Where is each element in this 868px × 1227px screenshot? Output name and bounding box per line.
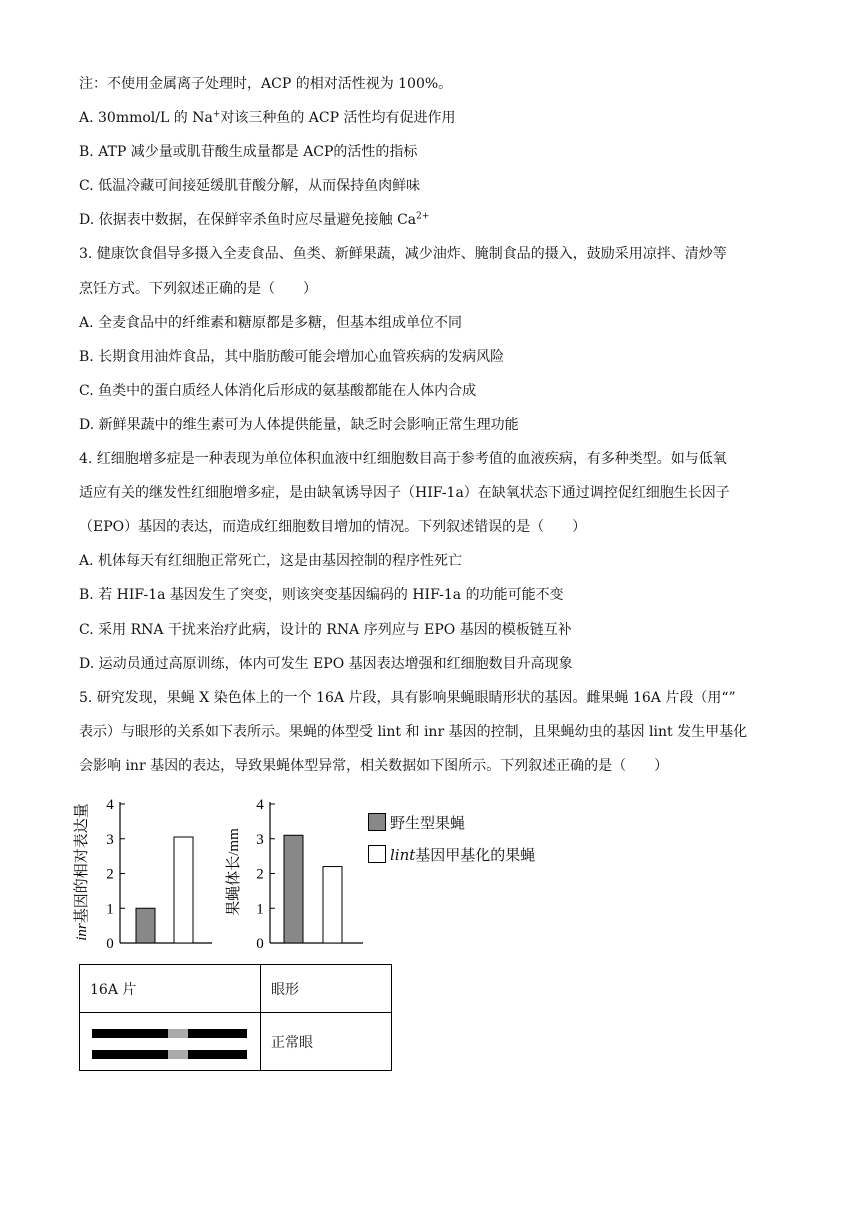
chart1-tick-label-2: 2 [106,866,114,883]
chart2-bar-wild [284,835,303,943]
option-2b: B. ATP 减少量或肌苷酸生成量都是 ACP的活性的指标 [79,144,418,160]
chart1-tick-label-0: 0 [106,936,114,952]
option-2d: D. 依据表中数据，在保鲜宰杀鱼时应尽量避免接触 $Ca^{2+}$ [79,211,430,228]
option-2c: C. 低温冷藏可间接延缓肌苷酸分解，从而保持鱼肉鲜味 [79,178,421,194]
question-4-stem: 4. 红细胞增多症是一种表现为单位体积血液中红细胞数目高于参考值的血液疾病，有多种类型。如与低氧 [79,451,727,467]
fragment-eye-table [79,964,392,1071]
option-2a: A. 30mmol/L 的 Na+对该三种鱼的 ACP 活性均有促进作用 [79,109,456,126]
question-4-stem-cont: 适应有关的继发性红细胞增多症，是由缺氧诱导因子（HIF-1a）在缺氧状态下通过调控促红细胞生长因子 [79,485,730,501]
chromosome-diagram [90,1022,250,1062]
chart1-bar-methylated [174,837,193,943]
legend-swatch-wild [368,813,386,831]
table-row [80,1013,392,1071]
question-4-stem-end: （EPO）基因的表达，而造成红细胞数目增加的情况。下列叙述错误的是（ ） [79,519,587,535]
option-3c: C. 鱼类中的蛋白质经人体消化后形成的氨基酸都能在人体内合成 [79,383,477,399]
chart2-tick-label-4: 4 [256,797,264,813]
bar-charts [70,790,370,960]
legend-wild: 野生型果蝇 [368,813,465,833]
legend-methylated: lint基因甲基化的果蝇 [368,845,535,865]
table-header-fragment: 16A 片 [80,965,261,1013]
question-3-stem-cont: 烹饪方式。下列叙述正确的是（ ） [79,281,317,297]
option-4b: B. 若 HIF-1a 基因发生了突变，则该突变基因编码的 HIF-1a 的功能可能不变 [79,587,564,603]
option-3a: A. 全麦食品中的纤维素和糖原都是多糖，但基本组成单位不同 [79,315,463,331]
inr-expression-chart [72,797,212,952]
chart2-bar-methylated [323,867,342,943]
legend-swatch-methylated [368,845,386,863]
chart2-tick-label-1: 1 [256,901,264,918]
chart1-ylabel: inr基因的相对表达量 [74,803,90,941]
table-header-eye: 眼形 [261,965,392,1013]
body-length-chart [225,797,363,952]
chart1-tick-label-4: 4 [106,797,114,813]
16a-segment-1 [168,1029,188,1038]
question-5-stem: 5. 研究发现，果蝇 X 染色体上的一个 16A 片段，具有影响果蝇眼睛形状的基因。雌果蝇 16A 片段（用“” [79,690,736,706]
question-3-stem: 3. 健康饮食倡导多摄入全麦食品、鱼类、新鲜果蔬，减少油炸、腌制食品的摄入，鼓励采用凉拌、清炒等 [79,246,727,262]
option-4d: D. 运动员通过高原训练，体内可发生 EPO 基因表达增强和红细胞数目升高现象 [79,656,573,672]
16a-segment-2 [168,1050,188,1059]
option-3d: D. 新鲜果蔬中的维生素可为人体提供能量，缺乏时会影响正常生理功能 [79,417,519,433]
option-3b: B. 长期食用油炸食品，其中脂肪酸可能会增加心血管疾病的发病风险 [79,349,505,365]
option-4a: A. 机体每天有红细胞正常死亡，这是由基因控制的程序性死亡 [79,553,463,569]
option-4c: C. 采用 RNA 干扰来治疗此病，设计的 RNA 序列应与 EPO 基因的模板链互补 [79,622,572,638]
question-5-stem-cont: 表示）与眼形的关系如下表所示。果蝇的体型受 lint 和 inr 基因的控制，且果蝇幼虫的基因 lint 发生甲基化 [79,724,748,740]
table-header-row [80,965,392,1013]
chart2-tick-label-2: 2 [256,866,264,883]
chart1-tick-label-1: 1 [106,901,114,918]
question-5-stem-end: 会影响 inr 基因的表达，导致果蝇体型异常，相关数据如下图所示。下列叙述正确的是（ ） [79,758,669,774]
note-line: 注：不使用金属离子处理时，ACP 的相对活性视为 100%。 [79,76,453,92]
chart1-bar-wild [136,908,155,943]
chart2-tick-label-0: 0 [256,936,264,952]
chart2-ylabel: 果蝇体长/mm [226,828,242,916]
chart1-tick-label-3: 3 [106,831,114,848]
eye-shape-cell: 正常眼 [261,1013,392,1071]
chart2-tick-label-3: 3 [256,831,264,848]
chromosome-diagram-cell [80,1013,261,1071]
